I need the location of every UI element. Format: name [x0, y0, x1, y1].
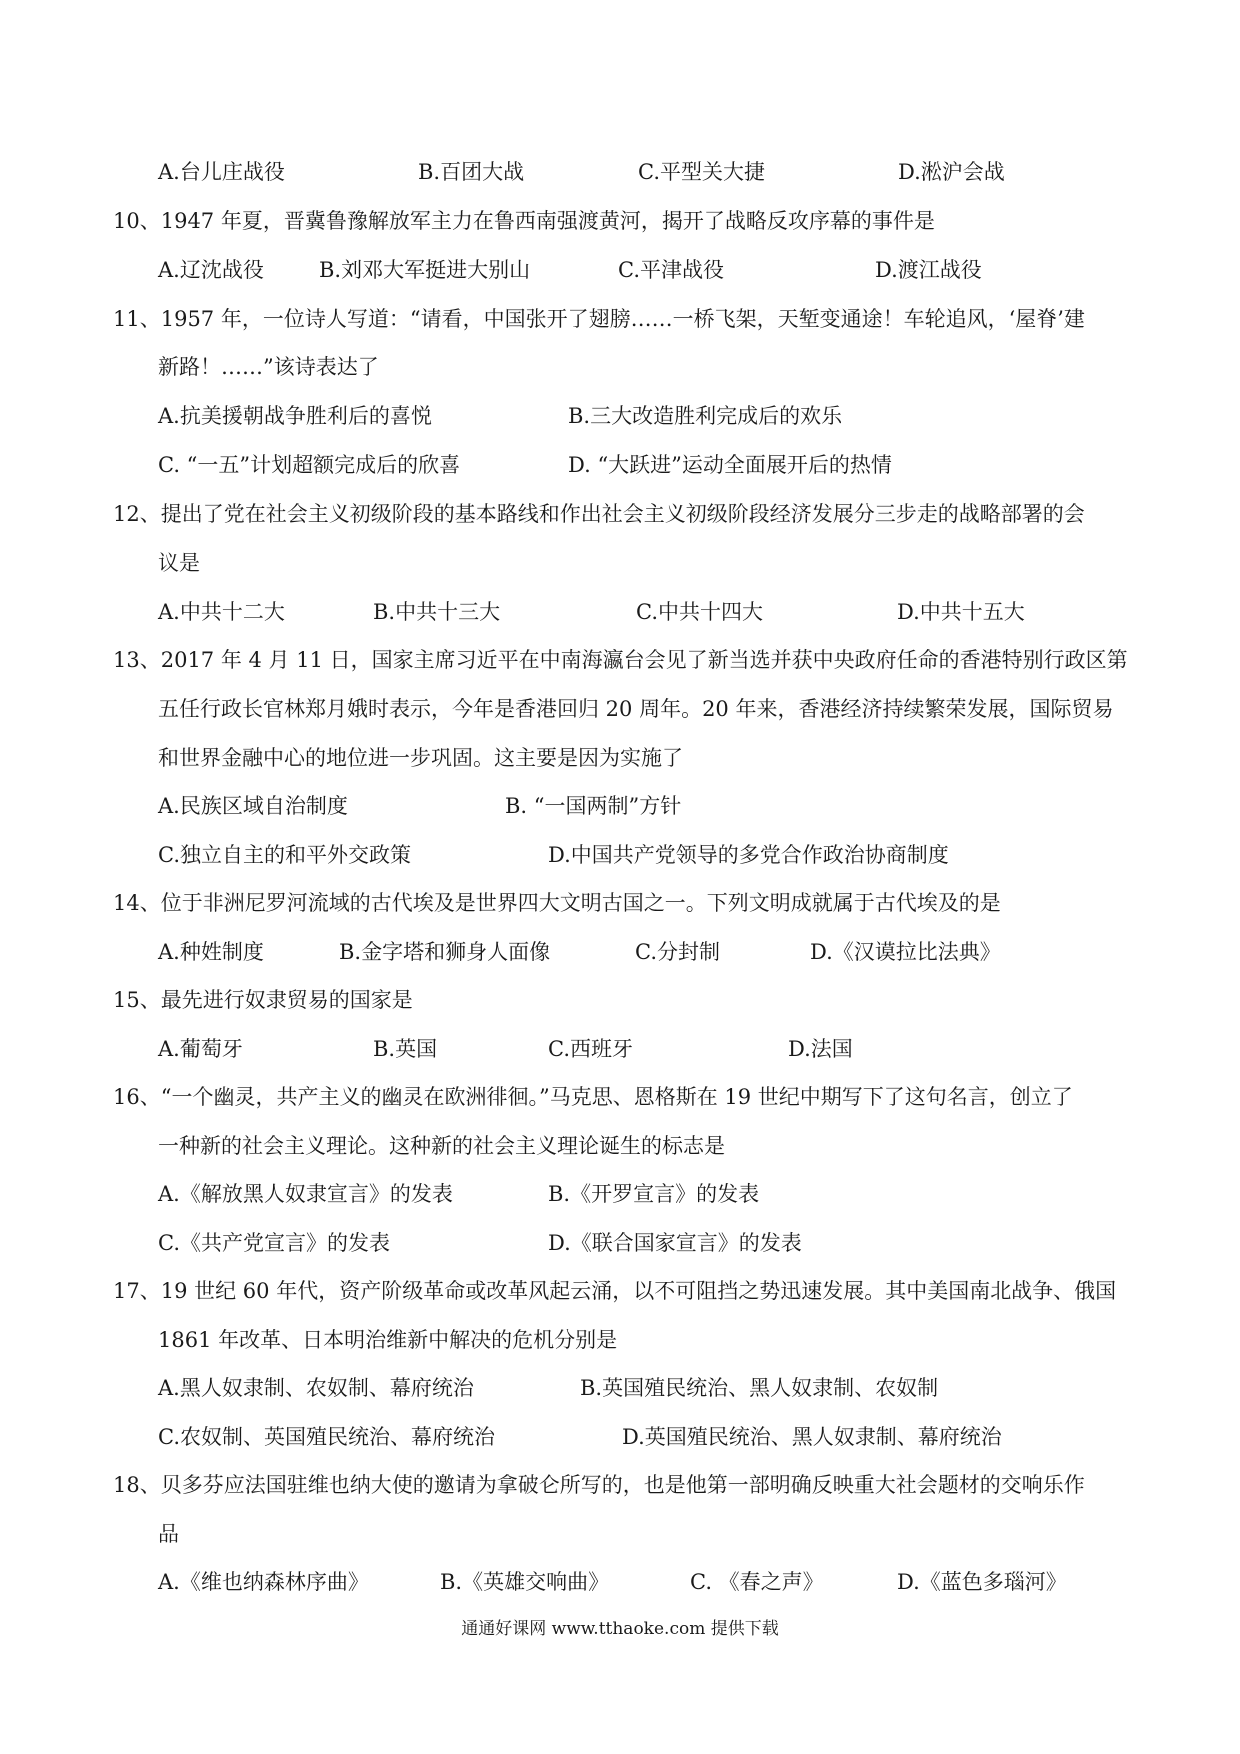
question-13-stem-line1: 13、2017 年 4 月 11 日，国家主席习近平在中南海瀛台会见了新当选并获中央政府任命的香港特别行政区第	[113, 648, 1128, 672]
question-11-stem-line2: 新路！……”该诗表达了	[158, 355, 379, 379]
q13-option-b: B. “一国两制”方针	[505, 794, 682, 818]
q11-option-c: C. “一五”计划超额完成后的欣喜	[158, 453, 461, 477]
q12-option-c: C.中共十四大	[636, 600, 763, 624]
q16-option-d: D.《联合国家宣言》的发表	[548, 1231, 802, 1255]
q13-option-c: C.独立自主的和平外交政策	[158, 843, 411, 867]
q15-option-c: C.西班牙	[548, 1037, 633, 1061]
q9-option-c: C.平型关大捷	[638, 160, 765, 184]
q15-option-d: D.法国	[788, 1037, 853, 1061]
q12-option-a: A.中共十二大	[158, 600, 285, 624]
q18-option-c: C. 《春之声》	[690, 1570, 824, 1594]
q15-option-a: A.葡萄牙	[158, 1037, 243, 1061]
q9-option-d: D.淞沪会战	[898, 160, 1005, 184]
page-footer: 通通好课网 www.tthaoke.com 提供下载	[461, 1619, 779, 1639]
q9-option-a: A.台儿庄战役	[158, 160, 285, 184]
q14-option-c: C.分封制	[635, 940, 720, 964]
question-17-stem-line2: 1861 年改革、日本明治维新中解决的危机分别是	[158, 1328, 618, 1352]
q11-option-d: D. “大跃进”运动全面展开后的热情	[568, 453, 892, 477]
q10-option-d: D.渡江战役	[875, 258, 982, 282]
q12-option-d: D.中共十五大	[897, 600, 1025, 624]
q12-option-b: B.中共十三大	[373, 600, 501, 624]
question-13-stem-line3: 和世界金融中心的地位进一步巩固。这主要是因为实施了	[158, 746, 683, 770]
q14-option-b: B.金字塔和狮身人面像	[339, 940, 551, 964]
q17-option-a: A.黑人奴隶制、农奴制、幕府统治	[158, 1376, 474, 1400]
q10-option-b: B.刘邓大军挺进大别山	[319, 258, 531, 282]
q16-option-b: B.《开罗宣言》的发表	[548, 1182, 760, 1206]
question-18-stem-line2: 品	[158, 1522, 179, 1546]
q10-option-a: A.辽沈战役	[158, 258, 264, 282]
question-15-stem: 15、最先进行奴隶贸易的国家是	[113, 988, 413, 1012]
q17-option-c: C.农奴制、英国殖民统治、幕府统治	[158, 1425, 495, 1449]
q11-option-a: A.抗美援朝战争胜利后的喜悦	[158, 404, 432, 428]
question-16-stem-line2: 一种新的社会主义理论。这种新的社会主义理论诞生的标志是	[158, 1134, 725, 1158]
q17-option-b: B.英国殖民统治、黑人奴隶制、农奴制	[580, 1376, 939, 1400]
question-14-stem: 14、位于非洲尼罗河流域的古代埃及是世界四大文明古国之一。下列文明成就属于古代埃及的是	[113, 891, 1001, 915]
question-13-stem-line2: 五任行政长官林郑月娥时表示，今年是香港回归 20 周年。20 年来，香港经济持续繁荣发展，国际贸易	[158, 697, 1114, 721]
q13-option-a: A.民族区域自治制度	[158, 794, 348, 818]
q10-option-c: C.平津战役	[618, 258, 724, 282]
question-18-stem-line1: 18、贝多芬应法国驻维也纳大使的邀请为拿破仑所写的，也是他第一部明确反映重大社会题材的交响乐作	[113, 1473, 1085, 1497]
q9-option-b: B.百团大战	[418, 160, 525, 184]
q18-option-b: B.《英雄交响曲》	[440, 1570, 610, 1594]
q14-option-a: A.种姓制度	[158, 940, 264, 964]
q17-option-d: D.英国殖民统治、黑人奴隶制、幕府统治	[622, 1425, 1002, 1449]
q14-option-d: D.《汉谟拉比法典》	[810, 940, 1001, 964]
q16-option-a: A.《解放黑人奴隶宣言》的发表	[158, 1182, 453, 1206]
q13-option-d: D.中国共产党领导的多党合作政治协商制度	[548, 843, 949, 867]
question-12-stem-line1: 12、提出了党在社会主义初级阶段的基本路线和作出社会主义初级阶段经济发展分三步走的战略部署的会	[113, 502, 1085, 526]
q18-option-d: D.《蓝色多瑙河》	[897, 1570, 1067, 1594]
q16-option-c: C.《共产党宣言》的发表	[158, 1231, 390, 1255]
question-10-stem: 10、1947 年夏，晋冀鲁豫解放军主力在鲁西南强渡黄河，揭开了战略反攻序幕的事件是	[113, 209, 935, 233]
q18-option-a: A.《维也纳森林序曲》	[158, 1570, 369, 1594]
question-11-stem-line1: 11、1957 年，一位诗人写道：“请看，中国张开了翅膀……一桥飞架，天堑变通途！车轮追风，‘屋脊’建	[113, 307, 1085, 331]
q11-option-b: B.三大改造胜利完成后的欢乐	[568, 404, 843, 428]
question-12-stem-line2: 议是	[158, 551, 200, 575]
q15-option-b: B.英国	[373, 1037, 438, 1061]
question-17-stem-line1: 17、19 世纪 60 年代，资产阶级革命或改革风起云涌，以不可阻挡之势迅速发展。其中美国南北战争、俄国	[113, 1279, 1117, 1303]
question-16-stem-line1: 16、“一个幽灵，共产主义的幽灵在欧洲徘徊。”马克思、恩格斯在 19 世纪中期写下了这句名言，创立了	[113, 1085, 1073, 1109]
